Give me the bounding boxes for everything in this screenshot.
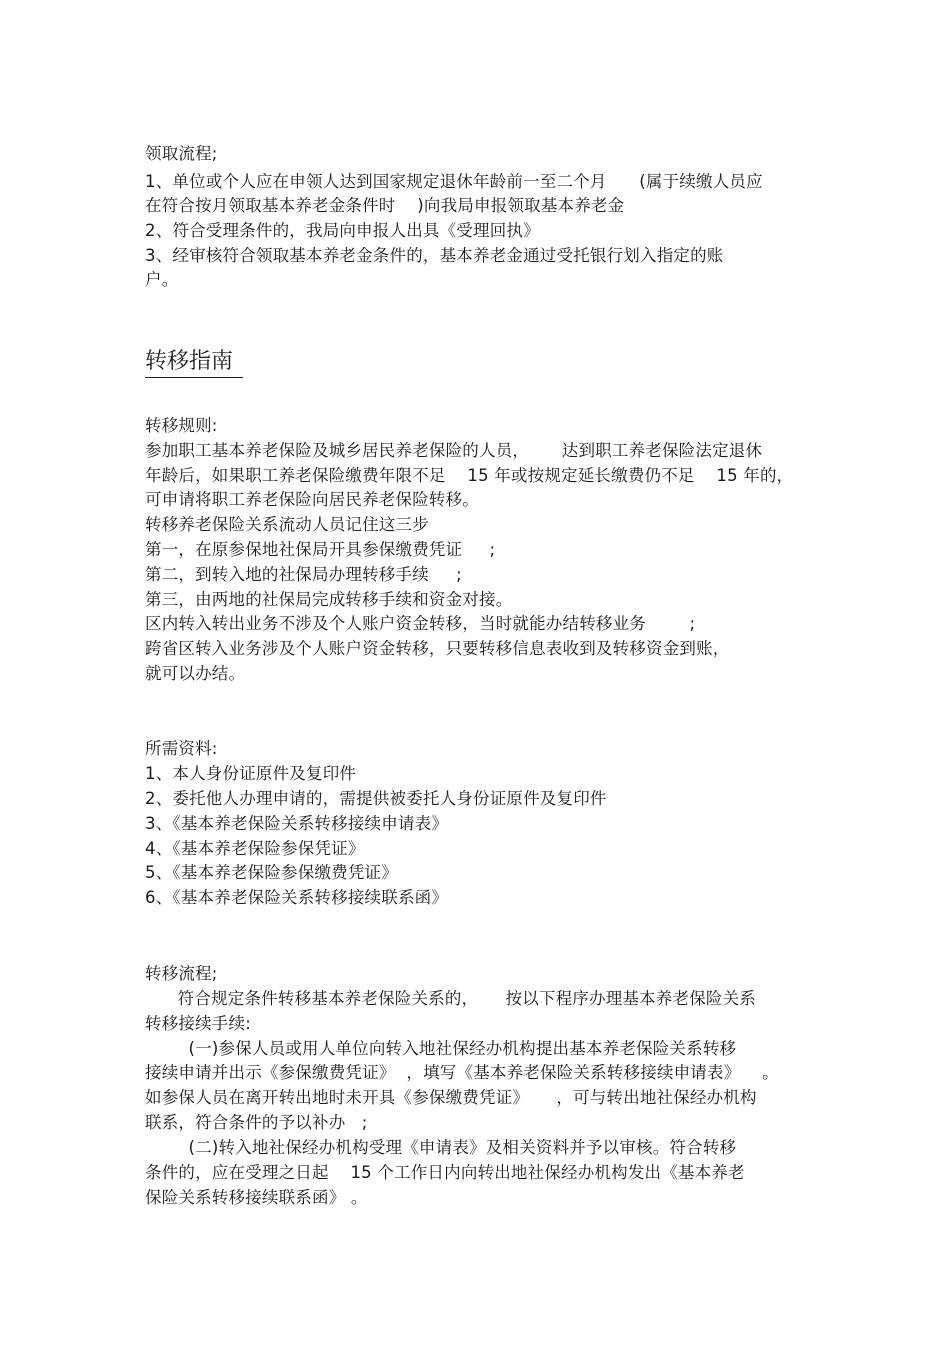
transfer-rules-line: 区内转入转出业务不涉及个人账户资金转移，当时就能办结转移业务 ;: [145, 614, 696, 633]
transfer-process-line: 转移接续手续:: [145, 1014, 251, 1033]
transfer-process-line: 条件的，应在受理之日起 15 个工作日内向转出地社保经办机构发出《基本养老: [145, 1163, 745, 1182]
section-title-transfer-rules: 转移规则:: [145, 416, 218, 435]
transfer-rules-line: 参加职工基本养老保险及城乡居民养老保险的人员， 达到职工养老保险法定退休: [145, 441, 763, 460]
materials-list-item: 2、委托他人办理申请的，需提供被委托人身份证原件及复印件: [145, 789, 607, 808]
claim-process-line: 1、单位或个人应在申领人达到国家规定退休年龄前一至二个月 (属于续缴人员应: [145, 172, 763, 191]
transfer-rules-line: 年龄后，如果职工养老保险缴费年限不足 15 年或按规定延长缴费仍不足 15 年的，: [145, 466, 794, 485]
claim-process-line: 2、符合受理条件的，我局向申报人出具《受理回执》: [145, 221, 540, 240]
transfer-rules-line: 第二，到转入地的社保局办理转移手续 ;: [145, 565, 462, 584]
transfer-process-line: (二)转入地社保经办机构受理《申请表》及相关资料并予以审核。符合转移: [145, 1138, 737, 1157]
section-title-transfer-process: 转移流程;: [145, 964, 218, 983]
claim-process-line: 户。: [145, 270, 179, 289]
materials-list-item: 5、《基本养老保险参保缴费凭证》: [145, 863, 398, 882]
transfer-process-line: 接续申请并出示《参保缴费凭证》 ，填写《基本养老保险关系转移接续申请表》 。: [145, 1063, 779, 1082]
page-heading-transfer-guide: 转移指南: [145, 347, 243, 378]
section-title-claim-process: 领取流程;: [145, 144, 218, 163]
section-title-required-materials: 所需资料:: [145, 739, 218, 758]
materials-list-item: 3、《基本养老保险关系转移接续申请表》: [145, 814, 449, 833]
materials-list-item: 4、《基本养老保险参保凭证》: [145, 839, 365, 858]
transfer-rules-line: 可申请将职工养老保险向居民养老保险转移。: [145, 490, 479, 509]
materials-list-item: 1、本人身份证原件及复印件: [145, 764, 357, 783]
claim-process-line: 3、经审核符合领取基本养老金条件的，基本养老金通过受托银行划入指定的账: [145, 246, 724, 265]
claim-process-line: 在符合按月领取基本养老金条件时 )向我局申报领取基本养老金: [145, 196, 625, 215]
transfer-rules-line: 转移养老保险关系流动人员记住这三步: [145, 515, 429, 534]
transfer-rules-line: 第三，由两地的社保局完成转移手续和资金对接。: [145, 590, 513, 609]
transfer-process-line: 联系，符合条件的予以补办 ;: [145, 1113, 368, 1132]
transfer-rules-line: 第一，在原参保地社保局开具参保缴费凭证 ;: [145, 540, 496, 559]
transfer-rules-line: 跨省区转入业务涉及个人账户资金转移，只要转移信息表收到及转移资金到账，: [145, 639, 730, 658]
transfer-process-line: (一)参保人员或用人单位向转入地社保经办机构提出基本养老保险关系转移: [145, 1039, 737, 1058]
materials-list-item: 6、《基本养老保险关系转移接续联系函》: [145, 888, 449, 907]
transfer-process-line: 如参保人员在离开转出地时未开具《参保缴费凭证》 ，可与转出地社保经办机构: [145, 1088, 757, 1107]
transfer-process-line: 保险关系转移接续联系函》 。: [145, 1188, 368, 1207]
transfer-process-line: 符合规定条件转移基本养老保险关系的， 按以下程序办理基本养老保险关系: [145, 989, 756, 1008]
transfer-rules-line: 就可以办结。: [145, 664, 246, 683]
